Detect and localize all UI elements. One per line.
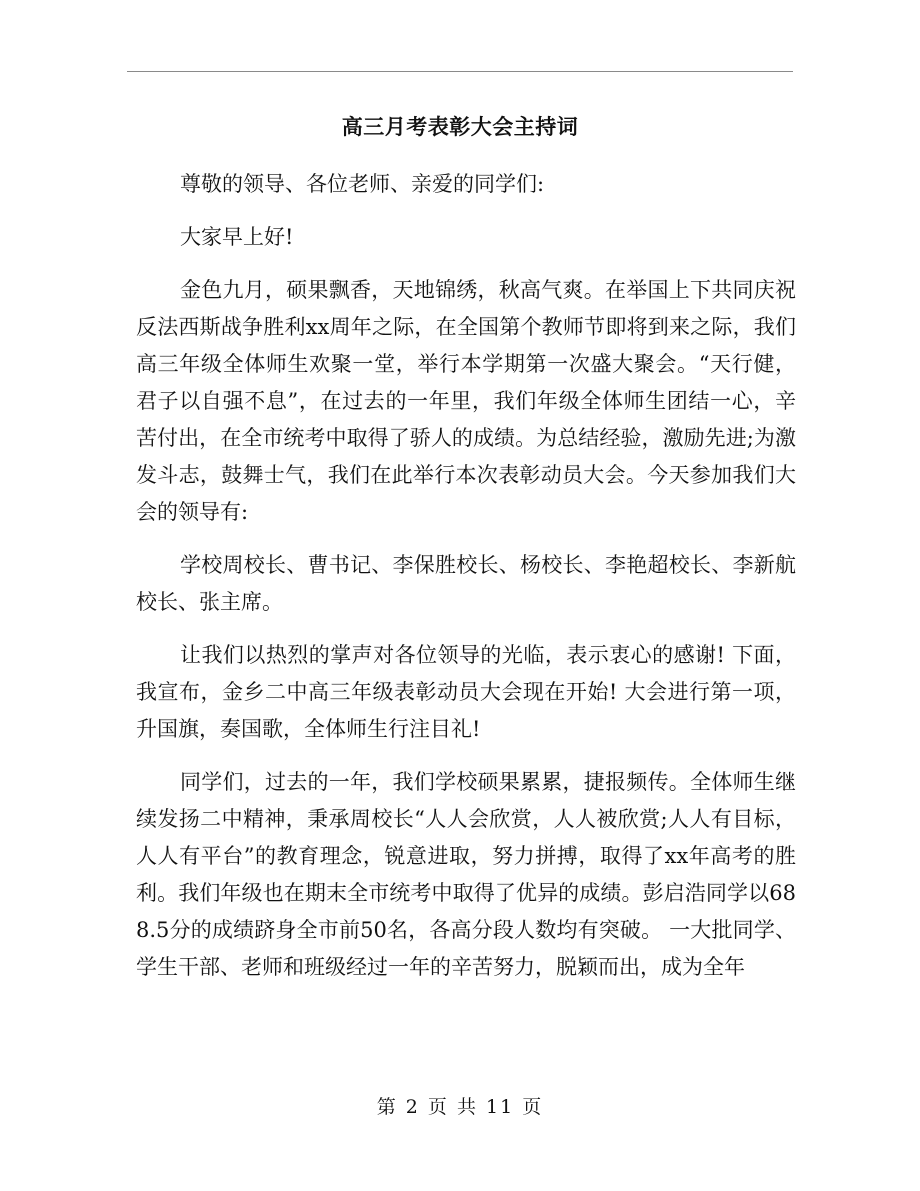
page-number-footer: 第 2 页 共 11 页 <box>376 1096 544 1118</box>
paragraph-opening: 金色九月，硕果飘香，天地锦绣，秋高气爽。在举国上下共同庆祝反法西斯战争胜利xx周年之际，在全国第个教师节即将到来之际，我们高三年级全体师生欢聚一堂，举行本学期第一次盛大聚会。“天行健，君子以自强不息”，在过去的一年里，我们年级全体师生团结一心，辛苦付出，在全市统考中取得了骄人的成绩。为总结经验，激励先进;为激发斗志，鼓舞士气，我们在此举行本次表彰动员大会。今天参加我们大会的领导有: <box>136 278 796 524</box>
paragraph-achievements: 同学们，过去的一年，我们学校硕果累累，捷报频传。全体师生继续发扬二中精神，秉承周校长“人人会欣赏，人人被欣赏;人人有目标，人人有平台”的教育理念，锐意进取，努力拼搏，取得了xx年高考的胜利。我们年级也在期末全市统考中取得了优异的成绩。彭启浩同学以688.5分的成绩跻身全市前50名，各高分段人数均有突破。 一大批同学、学生干部、老师和班级经过一年的辛苦努力，脱颖而出，成为全年 <box>136 770 796 979</box>
paragraph-ceremony: 让我们以热烈的掌声对各位领导的光临，表示衷心的感谢! 下面，我宣布，金乡二中高三年级表彰动员大会现在开始! 大会进行第一项，升国旗，奏国歌，全体师生行注目礼! <box>136 643 796 741</box>
paragraph-leaders: 学校周校长、曹书记、李保胜校长、杨校长、李艳超校长、李新航校长、张主席。 <box>136 553 796 614</box>
document-title: 高三月考表彰大会主持词 <box>341 114 579 139</box>
document-body <box>136 166 796 1002</box>
paragraph-greeting: 大家早上好! <box>180 225 294 249</box>
header-rule <box>127 71 793 72</box>
paragraph-salutation: 尊敬的领导、各位老师、亲爱的同学们: <box>180 172 545 196</box>
